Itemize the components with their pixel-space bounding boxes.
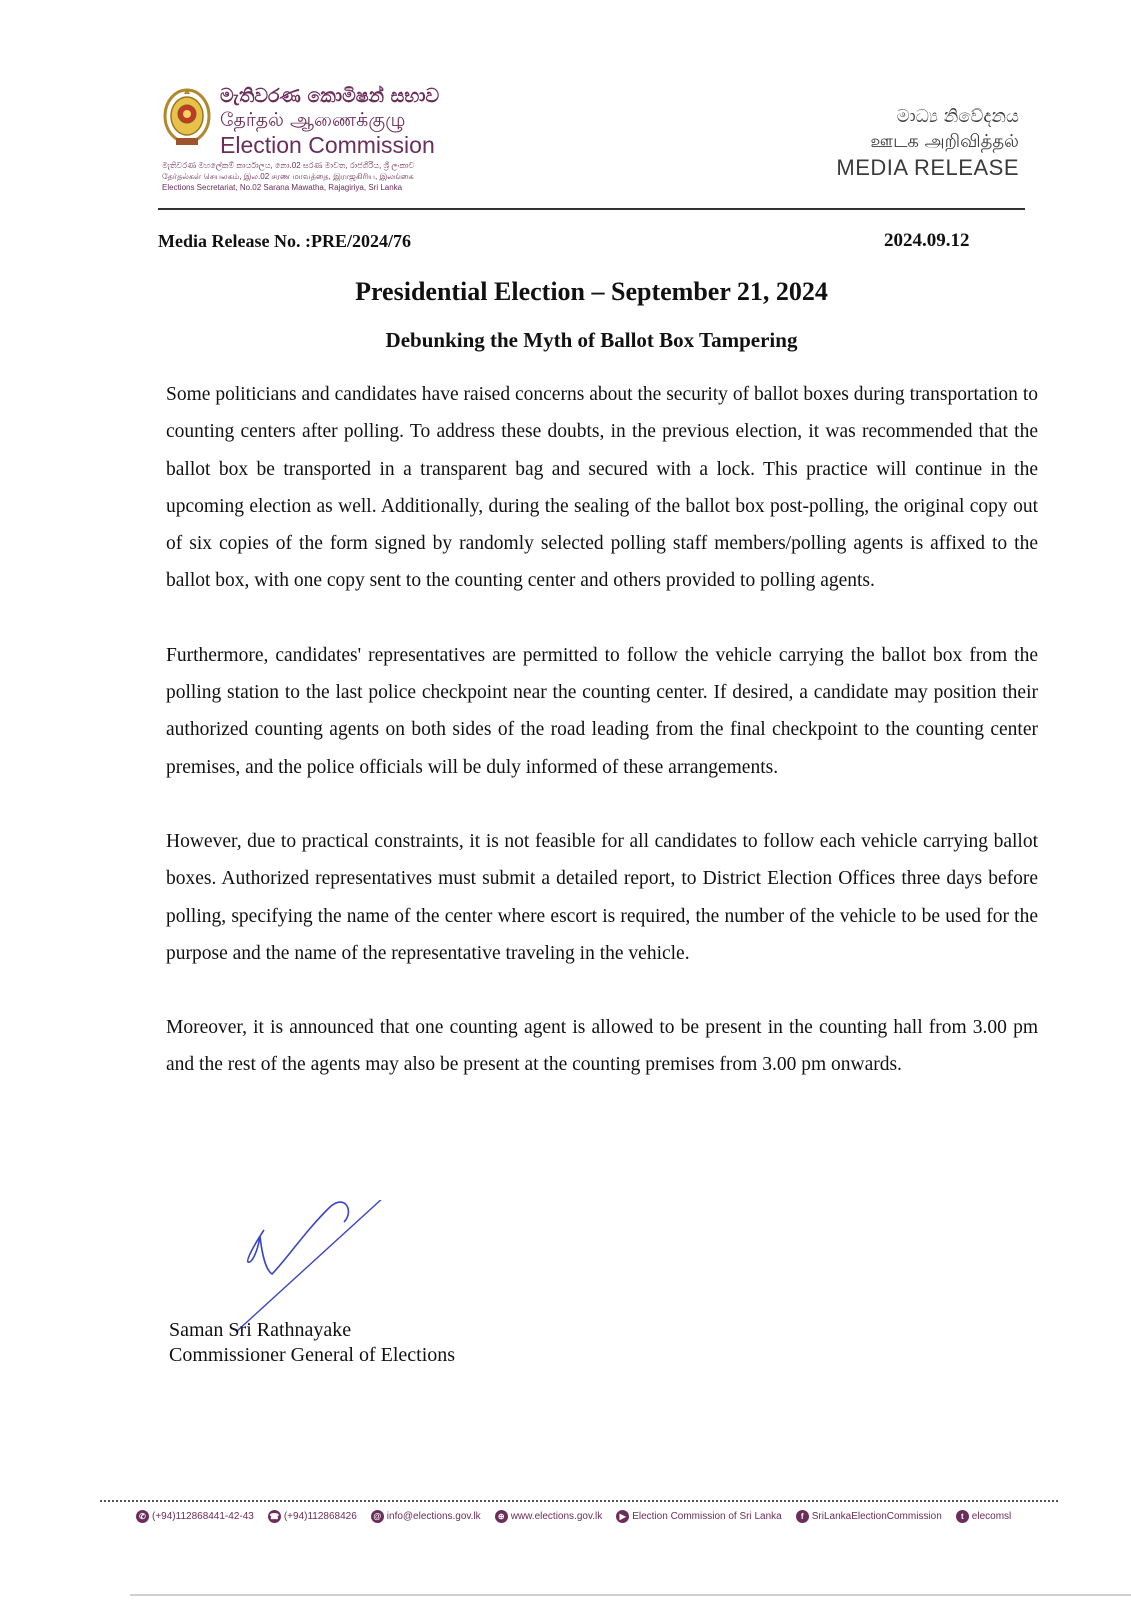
release-date: 2024.09.12 [884,230,970,251]
twitter-icon: t [956,1510,969,1523]
footer-phone-primary[interactable] [136,1510,254,1523]
media-release-sinhala: මාධ්‍ය නිවේදනය [896,106,1019,127]
footer-email[interactable] [371,1510,481,1523]
org-name-sinhala: මැතිවරණ කොමිෂන් සභාව [220,85,440,107]
media-release-labels [836,104,1019,182]
organization-names [220,84,439,158]
signer-name: Saman Sri Rathnayake [169,1319,352,1341]
globe-icon: ⊕ [495,1510,508,1523]
youtube-text: Election Commission of Sri Lanka [632,1511,782,1522]
document-title: Presidential Election – September 21, 2024 [355,277,828,306]
signer-block [169,1318,455,1368]
sri-lanka-emblem-icon [162,86,212,148]
footer-divider [100,1500,1058,1502]
phone-icon: ✆ [136,1510,149,1523]
address-block [162,160,414,193]
facebook-text: SriLankaElectionCommission [811,1511,942,1522]
signer-title: Commissioner General of Elections [169,1344,456,1366]
document-subtitle: Debunking the Myth of Ballot Box Tampering [385,328,798,352]
email-text: info@elections.gov.lk [386,1511,481,1522]
footer-phone-fax[interactable] [268,1510,357,1523]
page-bottom-edge [130,1594,1131,1596]
twitter-text: elecomsl [971,1511,1012,1522]
footer-contacts [136,1510,1025,1523]
header-divider [158,208,1025,210]
footer-youtube[interactable] [616,1510,782,1523]
media-release-tamil: ஊடக அறிவித்தல் [870,131,1019,152]
org-name-english: Election Commission [220,132,435,158]
footer-twitter[interactable] [956,1510,1011,1523]
footer-website[interactable] [495,1510,603,1523]
release-number: Media Release No. :PRE/2024/76 [158,231,411,251]
youtube-icon: ▶ [616,1510,629,1523]
address-tamil: தேர்தல்கள் செயலகம், இல.02 சரண மாவத்தை, இராஜகிரிய, இலங்கை [162,172,414,181]
email-icon: @ [371,1510,384,1523]
address-sinhala: මැතිවරණ මහලේකම් කාර්යාලය, නො.02 සරණ මාවත, රාජගිරිය, ශ්‍රී ලංකාව [162,161,415,170]
phone-fax-text: (+94)112868426 [283,1511,357,1522]
facebook-icon: f [796,1510,809,1523]
media-release-english: MEDIA RELEASE [836,155,1019,180]
body-text [166,376,1038,1121]
paragraph-3: However, due to practical constraints, it is not feasible for all candidates to follow each vehicle carrying ballot boxes. Authorized representatives must submit a detailed report, to District Election Offices three days before polling, specifying the name of the center where escort is required, the number of the vehicle to be used for the purpose and the name of the representative traveling in the vehicle. [166,830,1038,964]
footer-facebook[interactable] [796,1510,942,1523]
fax-icon: ☎ [269,1512,280,1521]
website-text: www.elections.gov.lk [510,1511,603,1522]
paragraph-1: Some politicians and candidates have raised concerns about the security of ballot boxes during transportation to counting centers after polling. To address these doubts, in the previous election, it was recommended that the ballot box be transported in a transparent bag and secured with a lock. This practice will continue in the upcoming election as well. Additionally, during the sealing of the ballot box post-polling, the original copy out of six copies of the form signed by randomly selected polling staff members/polling agents is affixed to the ballot box, with one copy sent to the counting center and others provided to polling agents. [166,384,1038,592]
address-english: Elections Secretariat, No.02 Sarana Mawatha, Rajagiriya, Sri Lanka [162,183,403,192]
org-name-tamil: தேர்தல் ஆணைக்குழு [220,109,406,131]
paragraph-2: Furthermore, candidates' representatives are permitted to follow the vehicle carrying the ballot box from the polling station to the last police checkpoint near the counting center. If desired, a candidate may position their authorized counting agents on both sides of the road leading from the final checkpoint to the counting center premises, and the police officials will be duly informed of these arrangements. [166,644,1038,778]
paragraph-4: Moreover, it is announced that one counting agent is allowed to be present in the counting hall from 3.00 pm and the rest of the agents may also be present at the counting premises from 3.00 pm onwards. [166,1017,1038,1076]
phone-primary-text: (+94)112868441-42-43 [152,1511,254,1522]
